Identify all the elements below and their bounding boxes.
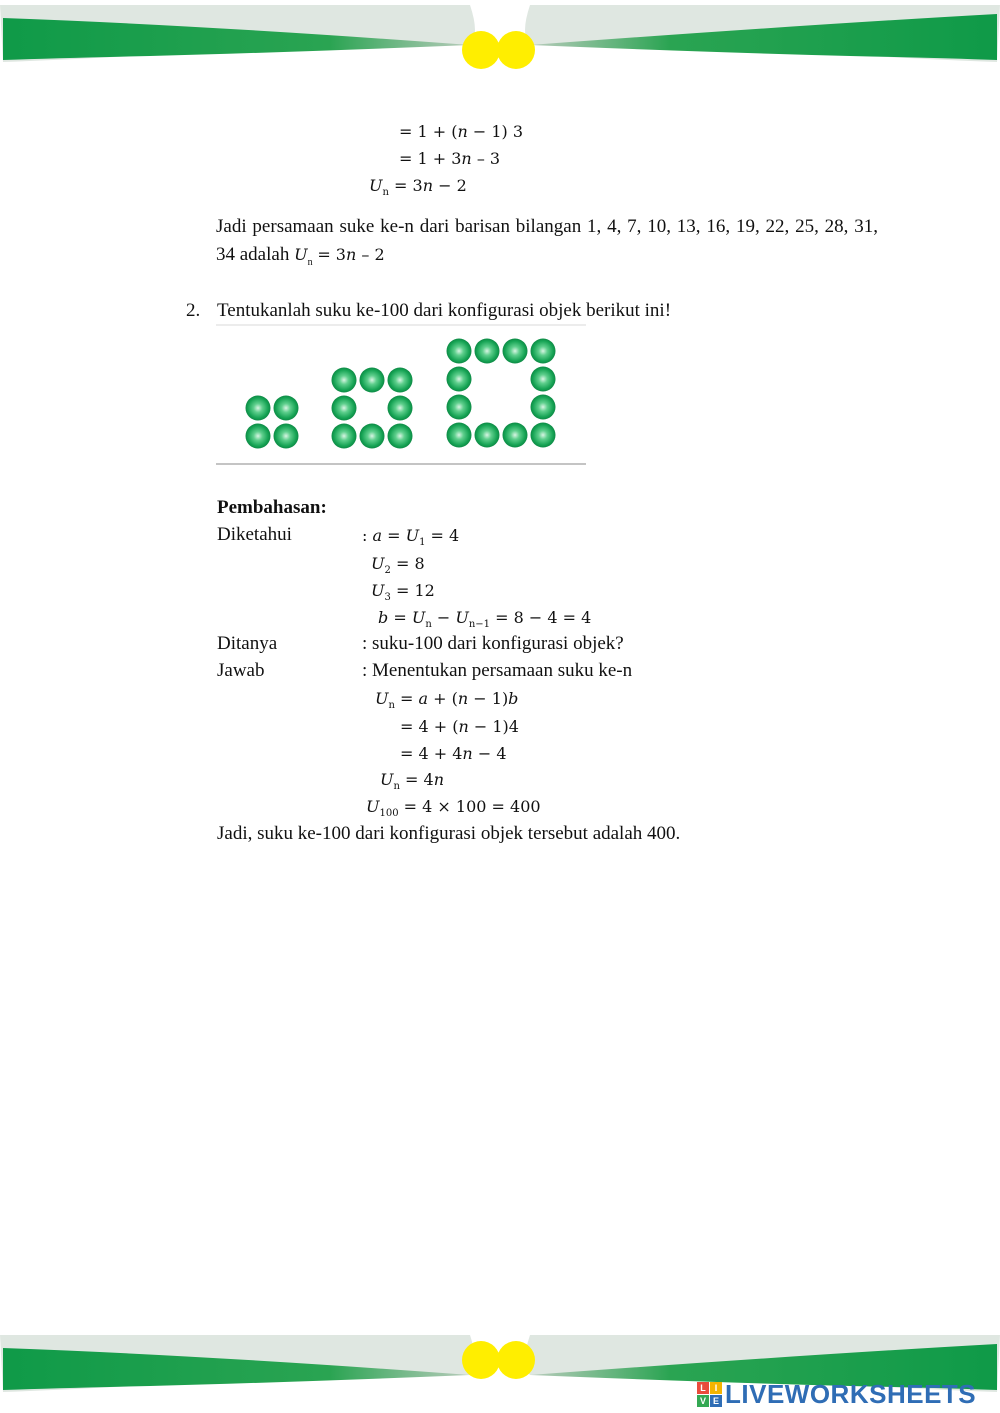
given-4-part-a: 𝑏 = 𝑈 — [378, 608, 426, 627]
step-1 — [375, 687, 518, 718]
un-symbol: U — [369, 176, 383, 195]
circle-object — [447, 395, 472, 420]
circle-object — [531, 423, 556, 448]
conclusion-1-sub: n — [307, 256, 313, 268]
given-3-lhs: 𝑈 — [371, 581, 385, 600]
equation-line-1: = 1 + (𝑛 − 1) 3 — [399, 122, 524, 141]
circle-object — [503, 423, 528, 448]
given-1-sub: 1 — [419, 537, 426, 549]
step-4-u: 𝑈 — [380, 770, 394, 789]
liveworksheets-logo — [697, 1382, 722, 1407]
un-rhs: = 3𝑛 − 2 — [394, 176, 467, 195]
circle-object — [388, 368, 413, 393]
circle-object — [388, 424, 413, 449]
step-1-rhs: = 𝑎 + (𝑛 − 1)𝑏 — [394, 689, 519, 708]
circle-configuration-figure — [216, 324, 586, 466]
solution-heading: Pembahasan: — [217, 497, 327, 518]
asked-text: : suku-100 dari konfigurasi objek? — [362, 633, 624, 654]
given-3-rhs: = 12 — [390, 581, 435, 600]
circle-object — [274, 424, 299, 449]
step-4-sub: n — [393, 781, 400, 793]
given-label: Diketahui — [217, 524, 292, 545]
given-1-lhs: : 𝑎 = 𝑈 — [362, 526, 420, 545]
step-2: = 4 + (𝑛 − 1)4 — [400, 717, 519, 736]
equation-line-3 — [369, 174, 467, 205]
circle-object — [447, 339, 472, 364]
un-subscript: n — [382, 187, 389, 199]
circle-object — [388, 396, 413, 421]
given-2-lhs: 𝑈 — [371, 554, 385, 573]
logo-letter-v: V — [697, 1395, 709, 1407]
answer-label: Jawab — [217, 660, 265, 681]
step-3: = 4 + 4𝑛 − 4 — [400, 744, 507, 763]
logo-letter-i: I — [710, 1382, 722, 1394]
final-conclusion: Jadi, suku ke-100 dari konfigurasi objek tersebut adalah 400. — [217, 823, 681, 844]
given-4-sub-a: n — [425, 619, 432, 631]
given-4-part-b: − 𝑈 — [431, 608, 469, 627]
step-4-rhs: = 4𝑛 — [399, 770, 444, 789]
equation-line-2: = 1 + 3𝑛 – 3 — [399, 149, 501, 168]
circle-object — [531, 339, 556, 364]
liveworksheets-text: LIVEWORKSHEETS — [725, 1378, 977, 1409]
circle-object — [246, 424, 271, 449]
circle-object — [332, 424, 357, 449]
conclusion-1-u: U — [294, 245, 308, 264]
circle-object — [531, 395, 556, 420]
conclusion-1-text: Jadi persamaan suke ke-n dari barisan bilangan 1, 4, 7, 10, 13, 16, 19, 22, 25, 28, 31, 34 adalah — [216, 216, 878, 265]
step-1-u: 𝑈 — [375, 689, 389, 708]
given-1-rhs: = 4 — [425, 526, 460, 545]
step-1-sub: n — [388, 700, 395, 712]
logo-letter-l: L — [697, 1382, 709, 1394]
given-4-part-c: = 8 − 4 = 4 — [490, 608, 592, 627]
circle-object — [332, 368, 357, 393]
conclusion-paragraph-1 — [216, 213, 878, 277]
circle-object — [360, 424, 385, 449]
circle-object — [531, 367, 556, 392]
liveworksheets-watermark — [697, 1378, 976, 1410]
step-5-rhs: = 4 × 100 = 400 — [398, 797, 541, 816]
question-2-number: 2. — [186, 300, 201, 321]
circle-object — [246, 396, 271, 421]
circle-object — [475, 423, 500, 448]
circle-object — [475, 339, 500, 364]
logo-letter-e: E — [710, 1395, 722, 1407]
given-2-sub: 2 — [384, 565, 391, 577]
configuration-term-3 — [447, 339, 556, 448]
given-4-sub-b: n−1 — [468, 619, 491, 631]
circle-object — [447, 423, 472, 448]
answer-text: : Menentukan persamaan suku ke-n — [362, 660, 633, 681]
top-banner — [0, 0, 1000, 80]
configuration-term-2 — [332, 368, 413, 449]
question-2-text: Tentukanlah suku ke-100 dari konfigurasi objek berikut ini! — [217, 300, 672, 321]
circle-object — [503, 339, 528, 364]
given-line-1 — [362, 524, 459, 555]
circle-object — [360, 368, 385, 393]
step-5-u: 𝑈 — [366, 797, 380, 816]
given-3-sub: 3 — [384, 592, 391, 604]
circle-object — [274, 396, 299, 421]
conclusion-1-rhs: = 3𝑛 – 2 — [317, 245, 385, 264]
configuration-term-1 — [246, 396, 299, 449]
step-5-sub: 100 — [379, 808, 399, 820]
circle-object — [332, 396, 357, 421]
circle-object — [447, 367, 472, 392]
given-2-rhs: = 8 — [390, 554, 425, 573]
asked-label: Ditanya — [217, 633, 278, 654]
